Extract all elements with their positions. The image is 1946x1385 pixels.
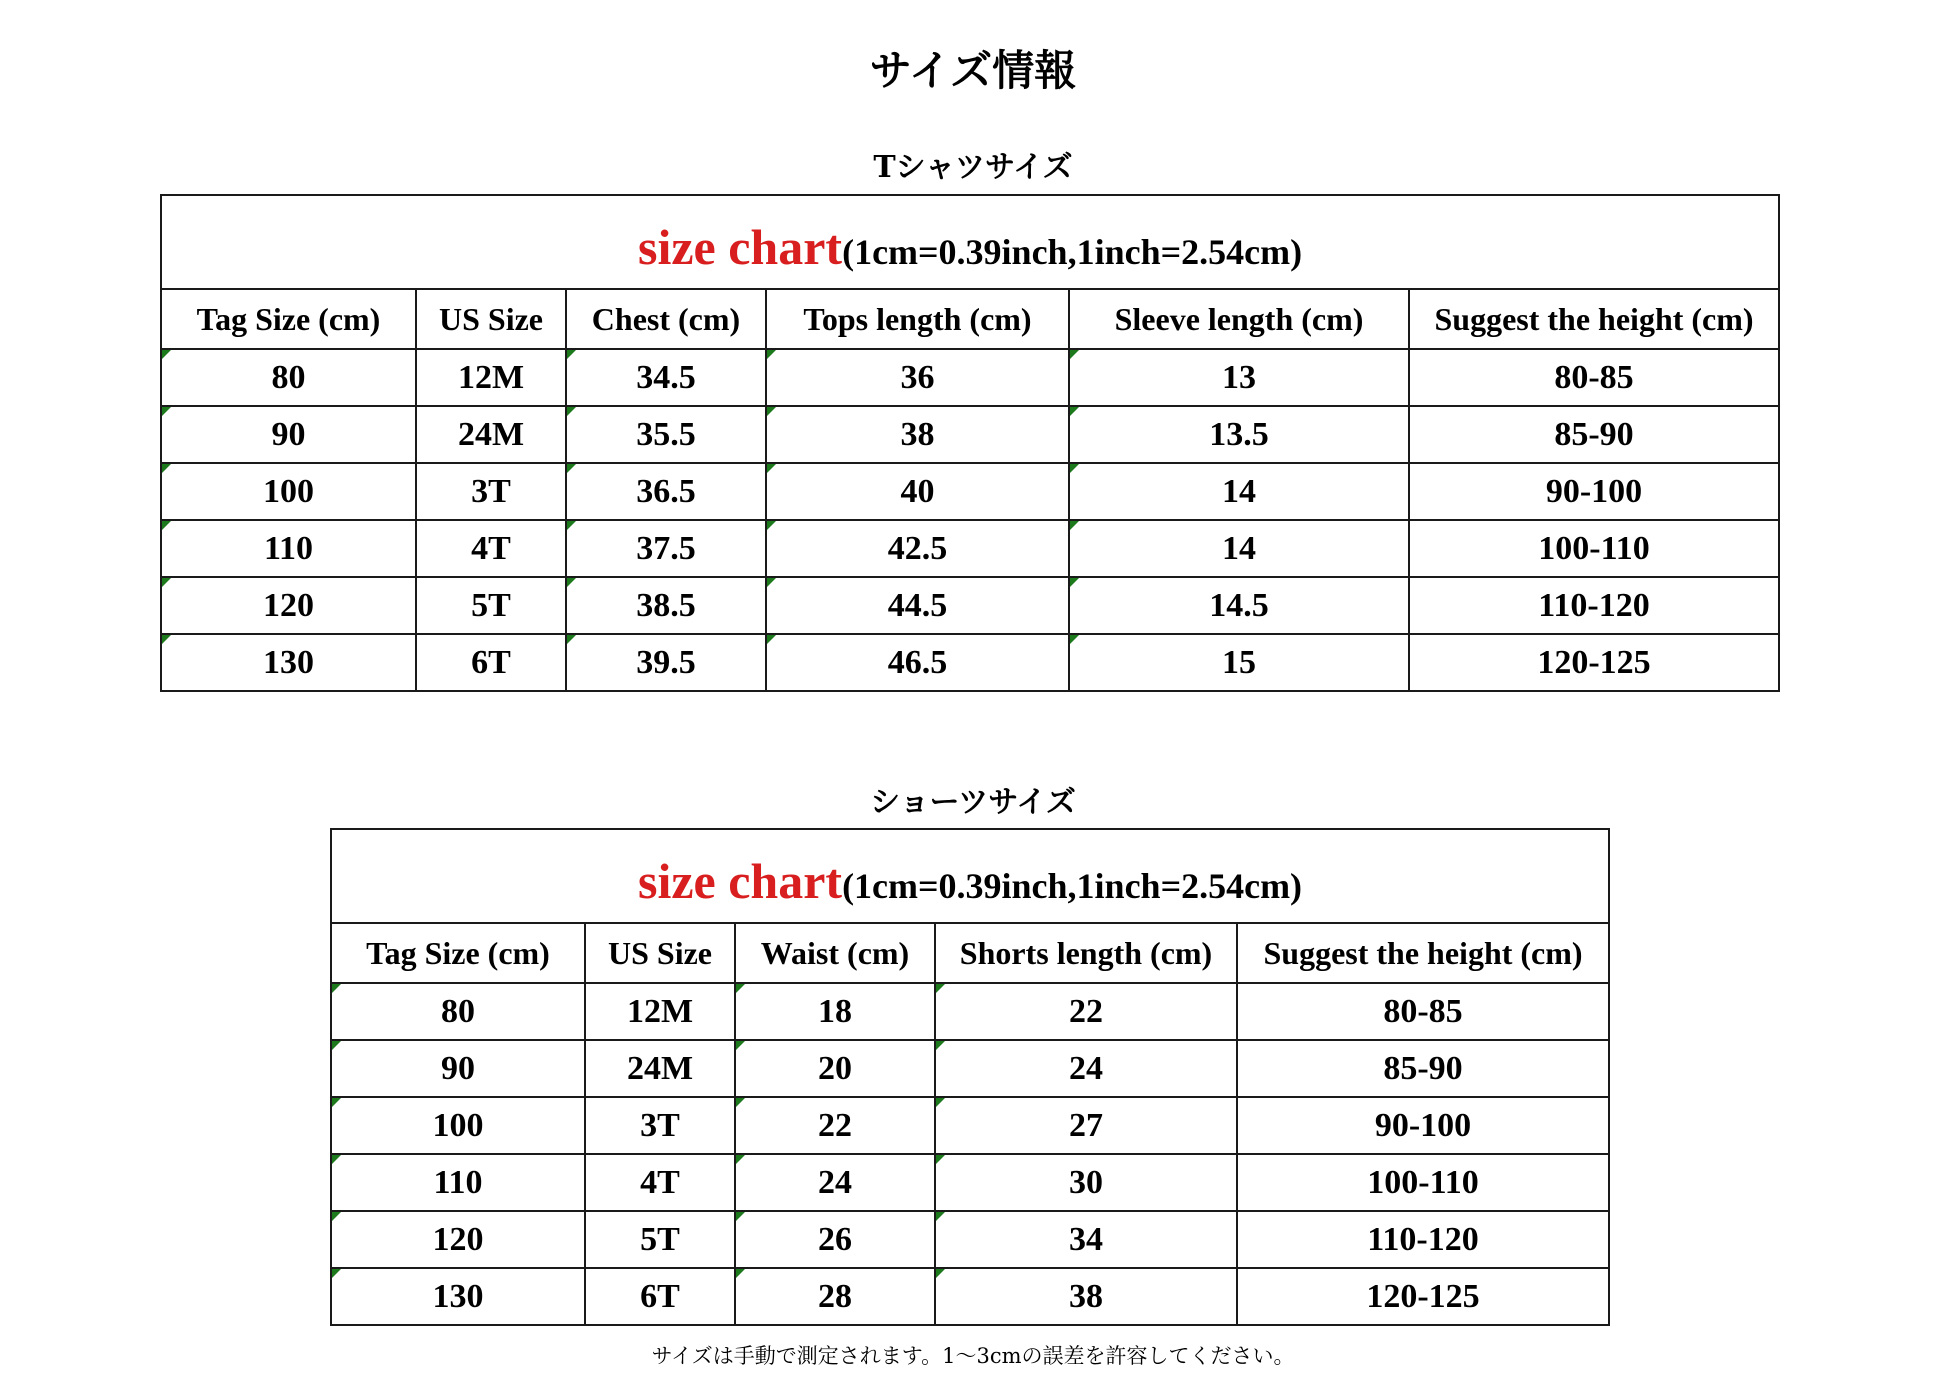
table-cell: 130 (161, 634, 416, 691)
table-row (331, 1040, 1609, 1097)
table-cell: 36 (766, 349, 1069, 406)
table-cell: 36.5 (566, 463, 766, 520)
table-row (161, 406, 1779, 463)
table-cell: 80-85 (1409, 349, 1779, 406)
column-header: Shorts length (cm) (935, 923, 1237, 983)
table-cell: 90 (161, 406, 416, 463)
table-cell: 40 (766, 463, 1069, 520)
table-cell: 30 (935, 1154, 1237, 1211)
column-header: Tops length (cm) (766, 289, 1069, 349)
table-row (161, 577, 1779, 634)
tshirt-chart-title-row (161, 195, 1779, 289)
column-header: Chest (cm) (566, 289, 766, 349)
table-row (331, 1211, 1609, 1268)
table-cell: 6T (585, 1268, 735, 1325)
shorts-header-row (331, 923, 1609, 983)
table-cell: 24M (416, 406, 566, 463)
table-row (161, 349, 1779, 406)
column-header: Suggest the height (cm) (1409, 289, 1779, 349)
table-cell: 110-120 (1237, 1211, 1609, 1268)
tshirt-section-title: Tシャツサイズ (873, 150, 1073, 185)
table-row (331, 1154, 1609, 1211)
table-cell: 3T (585, 1097, 735, 1154)
table-cell: 37.5 (566, 520, 766, 577)
table-cell: 14.5 (1069, 577, 1409, 634)
table-cell: 15 (1069, 634, 1409, 691)
table-cell: 24 (735, 1154, 935, 1211)
table-cell: 13 (1069, 349, 1409, 406)
column-header: US Size (416, 289, 566, 349)
table-cell: 90 (331, 1040, 585, 1097)
table-cell: 26 (735, 1211, 935, 1268)
table-cell: 5T (585, 1211, 735, 1268)
table-row (331, 1097, 1609, 1154)
table-cell: 27 (935, 1097, 1237, 1154)
table-cell: 80 (331, 983, 585, 1040)
shorts-size-table (330, 828, 1610, 1326)
table-cell: 110 (161, 520, 416, 577)
table-cell: 3T (416, 463, 566, 520)
table-cell: 100-110 (1409, 520, 1779, 577)
table-cell: 12M (585, 983, 735, 1040)
tshirt-header-row (161, 289, 1779, 349)
table-cell: 20 (735, 1040, 935, 1097)
table-cell: 80-85 (1237, 983, 1609, 1040)
table-cell: 90-100 (1409, 463, 1779, 520)
table-cell: 18 (735, 983, 935, 1040)
table-cell: 14 (1069, 520, 1409, 577)
table-cell: 120-125 (1409, 634, 1779, 691)
column-header: Tag Size (cm) (331, 923, 585, 983)
table-cell: 110 (331, 1154, 585, 1211)
table-cell: 38.5 (566, 577, 766, 634)
table-cell: 80 (161, 349, 416, 406)
table-cell: 24M (585, 1040, 735, 1097)
tshirt-size-table (160, 194, 1780, 692)
column-header: Sleeve length (cm) (1069, 289, 1409, 349)
table-cell: 120-125 (1237, 1268, 1609, 1325)
table-cell: 14 (1069, 463, 1409, 520)
column-header: Tag Size (cm) (161, 289, 416, 349)
table-cell: 85-90 (1409, 406, 1779, 463)
tshirt-chart-title (161, 195, 1779, 289)
table-cell: 110-120 (1409, 577, 1779, 634)
table-cell: 100-110 (1237, 1154, 1609, 1211)
shorts-chart-title (331, 829, 1609, 923)
table-row (161, 463, 1779, 520)
shorts-chart-title-red: size chart (637, 853, 843, 909)
table-cell: 5T (416, 577, 566, 634)
table-cell: 13.5 (1069, 406, 1409, 463)
table-row (161, 634, 1779, 691)
tshirt-chart-title-conversion: (1cm=0.39inch,1inch=2.54cm) (842, 232, 1303, 272)
table-cell: 22 (935, 983, 1237, 1040)
page-title: サイズ情報 (869, 46, 1077, 95)
table-cell: 100 (331, 1097, 585, 1154)
table-cell: 28 (735, 1268, 935, 1325)
shorts-chart-title-row (331, 829, 1609, 923)
tshirt-chart-title-red: size chart (638, 219, 843, 275)
measurement-footnote: サイズは手動で測定されます。1〜3cmの誤差を許容してください。 (651, 1344, 1295, 1368)
table-cell: 4T (585, 1154, 735, 1211)
table-cell: 130 (331, 1268, 585, 1325)
table-cell: 38 (766, 406, 1069, 463)
table-cell: 90-100 (1237, 1097, 1609, 1154)
table-cell: 34 (935, 1211, 1237, 1268)
table-cell: 35.5 (566, 406, 766, 463)
column-header: US Size (585, 923, 735, 983)
table-cell: 4T (416, 520, 566, 577)
table-cell: 12M (416, 349, 566, 406)
table-cell: 100 (161, 463, 416, 520)
table-cell: 39.5 (566, 634, 766, 691)
table-row (331, 1268, 1609, 1325)
table-cell: 46.5 (766, 634, 1069, 691)
shorts-chart-title-conversion: (1cm=0.39inch,1inch=2.54cm) (842, 866, 1303, 906)
table-row (331, 983, 1609, 1040)
column-header: Waist (cm) (735, 923, 935, 983)
table-cell: 38 (935, 1268, 1237, 1325)
table-cell: 44.5 (766, 577, 1069, 634)
table-cell: 85-90 (1237, 1040, 1609, 1097)
table-cell: 42.5 (766, 520, 1069, 577)
table-cell: 34.5 (566, 349, 766, 406)
table-row (161, 520, 1779, 577)
table-cell: 120 (161, 577, 416, 634)
table-cell: 24 (935, 1040, 1237, 1097)
table-cell: 6T (416, 634, 566, 691)
column-header: Suggest the height (cm) (1237, 923, 1609, 983)
table-cell: 22 (735, 1097, 935, 1154)
table-cell: 120 (331, 1211, 585, 1268)
shorts-section-title: ショーツサイズ (870, 785, 1076, 820)
